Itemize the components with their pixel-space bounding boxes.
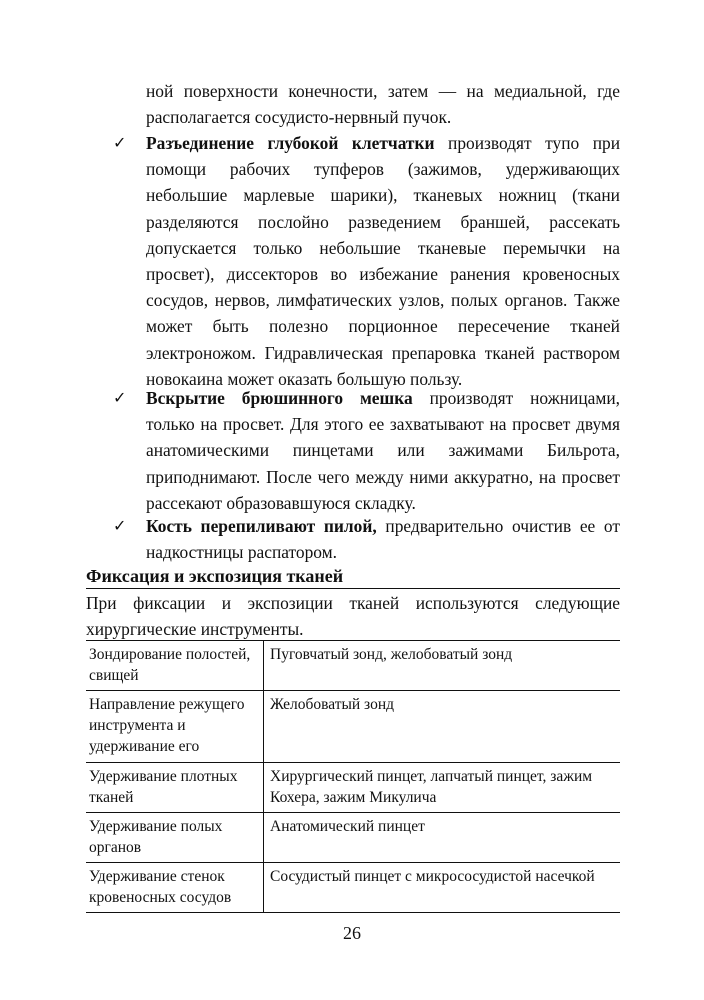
bullet-text: предварительно очистив ее от надкостницы распатором. xyxy=(146,516,620,563)
continuation-paragraph: ной поверхности конечности, затем — на медиальной, где располагается сосудисто-нервный пучок. xyxy=(146,81,620,128)
instrument-cell: Хирургический пинцет, лапчатый пинцет, зажим Кохера, зажим Микулича xyxy=(264,763,621,813)
instrument-cell: Сосудистый пинцет с микрососудистой насечкой xyxy=(264,863,621,913)
purpose-cell: Удерживание стенок кровеносных сосудов xyxy=(86,863,264,913)
checkmark-icon: ✓ xyxy=(113,133,127,152)
table-row xyxy=(86,863,620,913)
table-row xyxy=(86,813,620,863)
section-intro: При фиксации и экспозиции тканей используются следующие хирургические инструменты. xyxy=(86,593,620,639)
instruments-table xyxy=(86,640,620,913)
section-heading: Фиксация и экспозиция тканей xyxy=(86,565,620,589)
bullet-bold-lead: Кость перепиливают пилой, xyxy=(146,516,377,536)
checkmark-icon: ✓ xyxy=(113,388,127,407)
purpose-cell: Удерживание полых органов xyxy=(86,813,264,863)
page-number: 26 xyxy=(343,923,361,943)
bullet-item-bone xyxy=(113,513,620,565)
table-row xyxy=(86,641,620,691)
bullet-bold-lead: Вскрытие брюшинного мешка xyxy=(146,388,413,408)
instrument-cell: Анатомический пинцет xyxy=(264,813,621,863)
instrument-cell: Пуговчатый зонд, желобоватый зонд xyxy=(264,641,621,691)
purpose-cell: Удерживание плотных тканей xyxy=(86,763,264,813)
bullet-item-deep-tissue xyxy=(113,130,620,392)
bullet-item-peritoneum xyxy=(113,385,621,516)
purpose-cell: Зондирование полостей, свищей xyxy=(86,641,264,691)
purpose-cell: Направление режущего инструмента и удерживание его xyxy=(86,691,264,763)
bullet-text: производят ножницами, только на просвет. Для этого ее захватывают на просвет двумя анатомическими пинцетами или зажимами Бильрота, приподнимают. После чего между ними аккуратно, на просвет рассекают образовавшуюся складку. xyxy=(146,388,621,513)
instrument-cell: Желобоватый зонд xyxy=(264,691,621,763)
checkmark-icon: ✓ xyxy=(113,516,127,535)
bullet-text: производят тупо при помощи рабочих тупферов (зажимов, удерживающих небольшие марлевые шарики), тканевых ножниц (ткани разделяются послойно разведением браншей, рассекать допускается только небольшие тканевые перемычки на просвет), диссекторов во избежание ранения кровеносных сосудов, нервов, лимфатических узлов, полых органов. Также может быть полезно порционное пересечение тканей электроножом. Гидравлическая препаровка тканей раствором новокаина может оказать большую пользу. xyxy=(146,133,620,389)
table-row xyxy=(86,763,620,813)
bullet-bold-lead: Разъединение глубокой клетчатки xyxy=(146,133,435,153)
table-row xyxy=(86,691,620,763)
